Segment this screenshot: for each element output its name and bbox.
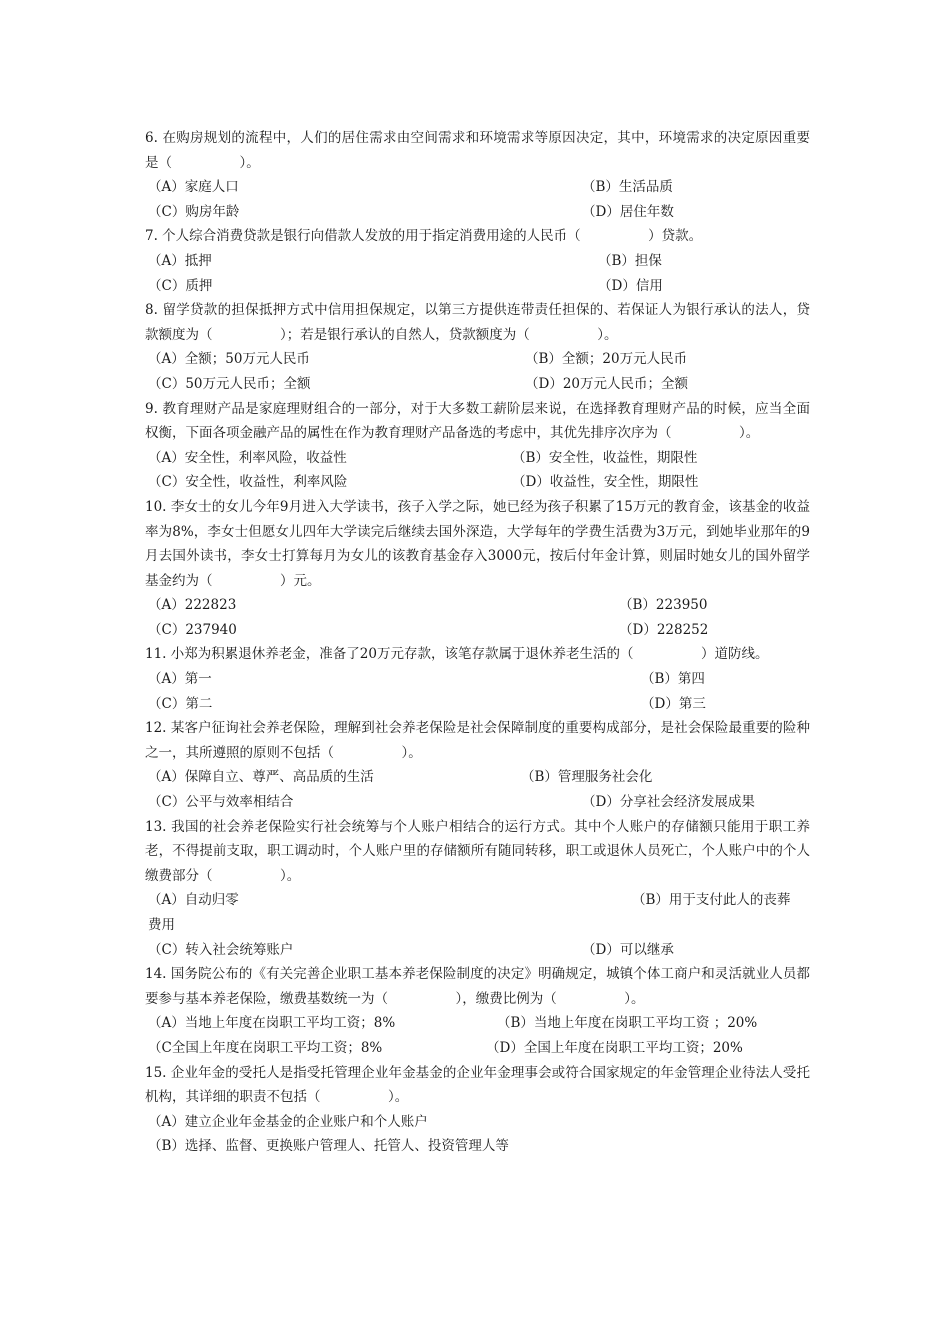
option-a: （A）家庭人口 xyxy=(148,179,239,196)
option-row xyxy=(145,692,810,717)
option-a: （A）当地上年度在岗职工平均工资；8% xyxy=(148,1015,396,1032)
option-b: （B）用于支付此人的丧葬 xyxy=(632,892,791,909)
option-c: （C）购房年龄 xyxy=(148,203,240,220)
option-c: （C全国上年度在岗职工平均工资；8% xyxy=(148,1039,383,1056)
option-row xyxy=(145,593,810,618)
option-row xyxy=(145,446,810,471)
option-b: （B）当地上年度在岗职工平均工资 ；20% xyxy=(497,1015,758,1032)
option-c: （C）质押 xyxy=(148,277,213,294)
option-d: （D）分享社会经济发展成果 xyxy=(582,794,755,811)
option-row xyxy=(145,372,810,397)
option-a: （A）自动归零 xyxy=(148,892,239,909)
option-a: （A）第一 xyxy=(148,671,212,688)
option-b: （B）选择、监督、更换账户管理人、托管人、投资管理人等 xyxy=(148,1138,509,1155)
option-a: （A）222823 xyxy=(148,597,237,614)
option-row xyxy=(145,618,810,643)
question-8-stem: 8. 留学贷款的担保抵押方式中信用担保规定，以第三方提供连带责任担保的、若保证人为银行承认的法人，贷款额度为（ ）；若是银行承认的自然人，贷款额度为（ ）。 xyxy=(145,302,810,343)
option-c: （C）安全性，收益性，利率风险 xyxy=(148,474,348,491)
option-c: （C）公平与效率相结合 xyxy=(148,794,294,811)
option-b: （B）担保 xyxy=(598,252,662,269)
option-d: （D）第三 xyxy=(641,695,706,712)
option-row xyxy=(145,200,810,225)
option-d: （D）20万元人民币；全额 xyxy=(525,375,689,392)
option-b: （B）223950 xyxy=(619,597,708,614)
option-d: （D）可以继承 xyxy=(582,941,674,958)
option-row xyxy=(145,765,810,790)
option-b-wrap-text: 费用 xyxy=(148,917,175,933)
question-11-stem: 11. 小郑为积累退休养老金，准备了20万元存款，该笔存款属于退休养老生活的（ ）道防线。 xyxy=(145,646,769,663)
option-c: （C）237940 xyxy=(148,621,237,638)
option-row xyxy=(145,274,810,299)
option-d: （D）信用 xyxy=(598,277,663,294)
question-14-stem: 14. 国务院公布的《有关完善企业职工基本养老保险制度的决定》明确规定，城镇个体工商户和灵活就业人员都要参与基本养老保险，缴费基数统一为（ ），缴费比例为（ ）。 xyxy=(145,966,810,1007)
option-row xyxy=(145,938,810,963)
option-row xyxy=(145,790,810,815)
option-b: （B）全额；20万元人民币 xyxy=(525,351,688,368)
option-c: （C）第二 xyxy=(148,695,213,712)
option-b: （B）管理服务社会化 xyxy=(521,769,653,786)
option-b-continued xyxy=(145,913,810,938)
option-d: （D）收益性，安全性，期限性 xyxy=(512,474,699,491)
option-a: （A）抵押 xyxy=(148,252,212,269)
option-row xyxy=(145,249,810,274)
option-b: （B）第四 xyxy=(641,671,705,688)
option-row xyxy=(145,667,810,692)
question-9-stem: 9. 教育理财产品是家庭理财组合的一部分，对于大多数工薪阶层来说，在选择教育理财产品的时候，应当全面权衡，下面各项金融产品的属性在作为教育理财产品备选的考虑中，其优先排序次序为（ ）。 xyxy=(145,400,810,442)
question-10-stem: 10. 李女士的女儿今年9月进入大学读书，孩子入学之际，她已经为孩子积累了15万元的教育金，该基金的收益率为8%，李女士但愿女儿四年大学读完后继续去国外深造，大学每年的学费生活费为3万元，到她毕业那年的9月去国外读书，李女士打算每月为女儿的该教育基金存入3000元，按后付年金计算，则届时她女儿的国外留学基金约为（ ）元。 xyxy=(145,498,810,589)
option-a: （A）保障自立、尊严、高品质的生活 xyxy=(148,769,374,786)
question-13-stem: 13. 我国的社会养老保险实行社会统筹与个人账户相结合的运行方式。其中个人账户的存储额只能用于职工养老，不得提前支取，职工调动时，个人账户里的存储额所有随同转移，职工或退休人员死亡，个人账户中的个人缴费部分（ ）。 xyxy=(145,818,810,884)
option-b: （B）生活品质 xyxy=(582,179,673,196)
option-b: （B）安全性，收益性，期限性 xyxy=(512,449,698,466)
question-6-stem: 6. 在购房规划的流程中，人们的居住需求由空间需求和环境需求等原因决定，其中，环境需求的决定原因重要是（ ）。 xyxy=(145,130,810,171)
option-c: （C）转入社会统筹账户 xyxy=(148,941,294,958)
option-row xyxy=(145,1036,810,1061)
question-12-stem: 12. 某客户征询社会养老保险，理解到社会养老保险是社会保障制度的重要构成部分，是社会保险最重要的险种之一，其所遵照的原则不包括（ ）。 xyxy=(145,720,810,761)
option-a: （A）安全性，利率风险，收益性 xyxy=(148,449,347,466)
option-row xyxy=(145,1011,810,1036)
option-row xyxy=(145,347,810,372)
option-row xyxy=(145,470,810,495)
question-list xyxy=(145,126,810,1159)
option-d: （D）居住年数 xyxy=(582,203,674,220)
option-row xyxy=(145,888,810,913)
option-d: （D）全国上年度在岗职工平均工资；20% xyxy=(486,1039,743,1056)
option-c: （C）50万元人民币；全额 xyxy=(148,375,311,392)
question-7-stem: 7. 个人综合消费贷款是银行向借款人发放的用于指定消费用途的人民币（ ）贷款。 xyxy=(145,228,703,245)
option-a: （A）建立企业年金基金的企业账户和个人账户 xyxy=(148,1113,428,1130)
option-d: （D）228252 xyxy=(619,621,709,638)
question-15-stem: 15. 企业年金的受托人是指受托管理企业年金基金的企业年金理事会或符合国家规定的年金管理企业待法人受托机构，其详细的职责不包括（ ）。 xyxy=(145,1064,810,1106)
option-row xyxy=(145,175,810,200)
option-a: （A）全额；50万元人民币 xyxy=(148,351,310,368)
